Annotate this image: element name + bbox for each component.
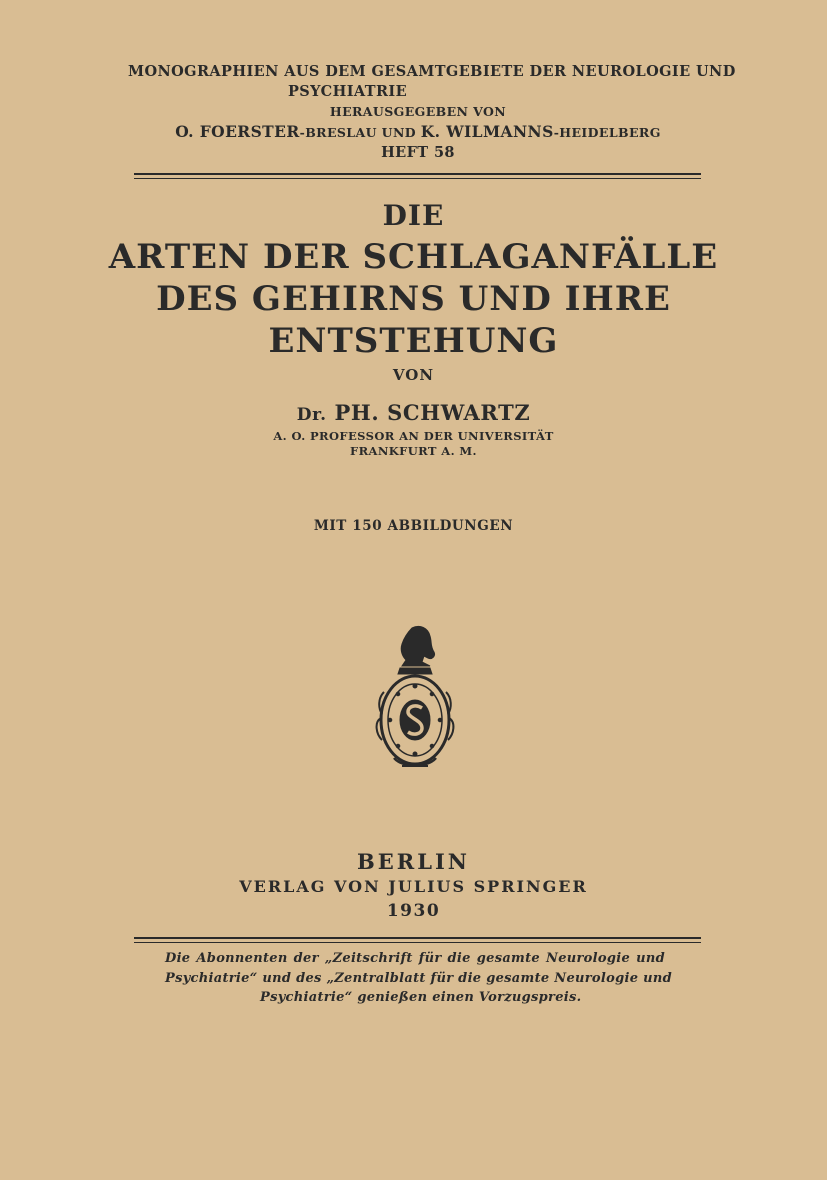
issue-number: HEFT 58	[381, 144, 455, 161]
notice-line1: Die Abonnenten der „Zeitschrift für die gesamte Neurologie und	[165, 951, 665, 966]
title-line4: ENTSTEHUNG	[268, 321, 559, 361]
author-prefix: Dr.	[296, 405, 327, 425]
series-title-line2: PSYCHIATRIE	[288, 83, 408, 100]
springer-knight-emblem-icon	[372, 622, 458, 772]
editor2-name: K. WILMANNS	[420, 122, 554, 141]
author-name: PH. SCHWARTZ	[334, 400, 531, 425]
publisher-block	[0, 848, 827, 924]
illustrations-note: MIT 150 ABBILDUNGEN	[313, 518, 514, 534]
publisher-name: VERLAG VON JULIUS SPRINGER	[239, 877, 588, 896]
series-header	[128, 62, 736, 163]
notice-line2: Psychiatrie“ und des „Zentralblatt für die gesamte Neurologie und	[165, 970, 673, 986]
byline-von: VON	[392, 366, 435, 384]
title-line3: DES GEHIRNS UND IHRE	[156, 279, 671, 319]
notice-line3: Psychiatrie“ genießen einen Vorzugspreis.	[260, 990, 582, 1005]
editors-line	[128, 122, 708, 143]
subscriber-notice	[165, 949, 673, 1008]
editor1-name: O. FOERSTER	[175, 122, 300, 141]
author-affiliation	[0, 429, 827, 459]
footer-divider	[134, 937, 701, 943]
author	[0, 400, 827, 425]
series-title-line1: MONOGRAPHIEN AUS DEM GESAMTGEBIETE DER NEUROLOGIE UND	[128, 63, 736, 80]
title-line1: DIE	[382, 199, 445, 232]
publication-year: 1930	[386, 901, 441, 921]
editor2-place: -HEIDELBERG	[553, 125, 661, 140]
book-title	[100, 196, 727, 362]
affiliation-line2: FRANKFURT A. M.	[350, 444, 477, 458]
header-divider	[134, 173, 701, 179]
affiliation-line1: A. O. PROFESSOR AN DER UNIVERSITÄT	[273, 429, 554, 443]
title-line2: ARTEN DER SCHLAGANFÄLLE	[108, 237, 719, 277]
editor1-place: -BRESLAU UND	[299, 125, 421, 140]
editor-intro: HERAUSGEGEBEN VON	[329, 104, 507, 119]
publisher-city: BERLIN	[357, 849, 470, 874]
